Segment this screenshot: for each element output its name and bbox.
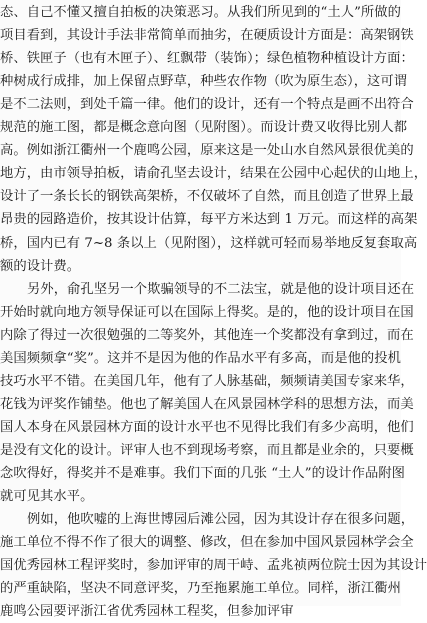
- text-line: 种树成行成排，加上保留点野草，种些农作物（吹为原生态），这可谓: [0, 74, 408, 90]
- text-line: 的严重缺陷，坚决不同意评奖，乃至拖累施工单位。同样，浙江衢州: [0, 581, 401, 597]
- text-line: 鹿鸣公园要评浙江省优秀园林工程奖，但参加评审: [0, 604, 294, 620]
- text-line: 高。例如浙江衢州一个鹿鸣公园，原来这是一处山水自然风景很优美的: [0, 143, 414, 159]
- text-line: 地方，由市领导拍板，请俞孔坚去设计，结果在公园中心起伏的山地上，: [0, 166, 427, 182]
- text-line: 桥，国内已有 7~8 条以上（见附图），这样就可轻而易举地反复套取高: [0, 235, 418, 251]
- text-line: 就可见其水平。: [0, 489, 94, 505]
- text-line: 技巧水平不错。在美国几年，他有了人脉基础，频频请美国专家来华，: [0, 373, 414, 389]
- text-line: 规范的施工图，都是概念意向图（见附图）。而设计费又收得比别人都: [0, 120, 408, 136]
- text-line: 是没有文化的设计。评审人也不到现场考察，而且都是业余的，只要概: [0, 442, 414, 458]
- text-line: 额的设计费。: [0, 258, 81, 274]
- text-line: 项目看到，其设计手法非常简单而抽劣，在硬质设计方面是：高架钢铁: [0, 28, 414, 44]
- text-line: 美国频频拿“奖”。这并不是因为他的作品水平有多高，而是他的投机: [0, 350, 401, 366]
- text-line: 念吹得好，得奖并不是难事。我们下面的几张 “土人”的设计作品附图: [0, 466, 406, 481]
- text-line: 昂贵的园路造价，按其设计估算，每平方米达到 1 万元。而这样的高架: [0, 212, 418, 228]
- text-line: 设计了一条长长的钢铁高架桥，不仅破坏了自然，而且创造了世界上最: [0, 189, 414, 205]
- text-line: 例如，他吹嘘的上海世博园后滩公园，因为其设计存在很多问题，: [27, 512, 415, 528]
- text-line: 国优秀园林工程评奖时，参加评审的周干峙、孟兆祯两位院士因为其设计: [0, 558, 427, 574]
- text-line: 开始时就向地方领导保证可以在国际上得奖。是的，他的设计项目在国: [0, 304, 414, 320]
- text-line: 施工单位不得不作了很大的调整、修改，但在参加中国风景园林学会全: [0, 535, 414, 551]
- text-line: 另外，俞孔坚另一个欺骗领导的不二法宝，就是他的设计项目还在: [27, 281, 415, 297]
- text-line: 花钱为评奖作铺垫。他也了解美国人在风景园林学科的思想方法，而美: [0, 396, 414, 412]
- text-line: 是不二法则，到处千篇一律。他们的设计，还有一个特点是画不出符合: [0, 97, 414, 113]
- text-line: 内除了得过一次很勉强的二等奖外，其他连一个奖都没有拿到过，而在: [0, 327, 414, 343]
- text-line: 桥、铁匣子（也有木匣子）、红飘带（装饰）；绿色植物种植设计方面：: [0, 51, 414, 67]
- text-line: 国人本身在风景园林方面的设计水平也不见得比我们有多少高明，他们: [0, 419, 414, 435]
- text-line: 态、自己不懂又擅自拍板的决策恶习。从我们所见到的“土人”所做的: [0, 5, 401, 20]
